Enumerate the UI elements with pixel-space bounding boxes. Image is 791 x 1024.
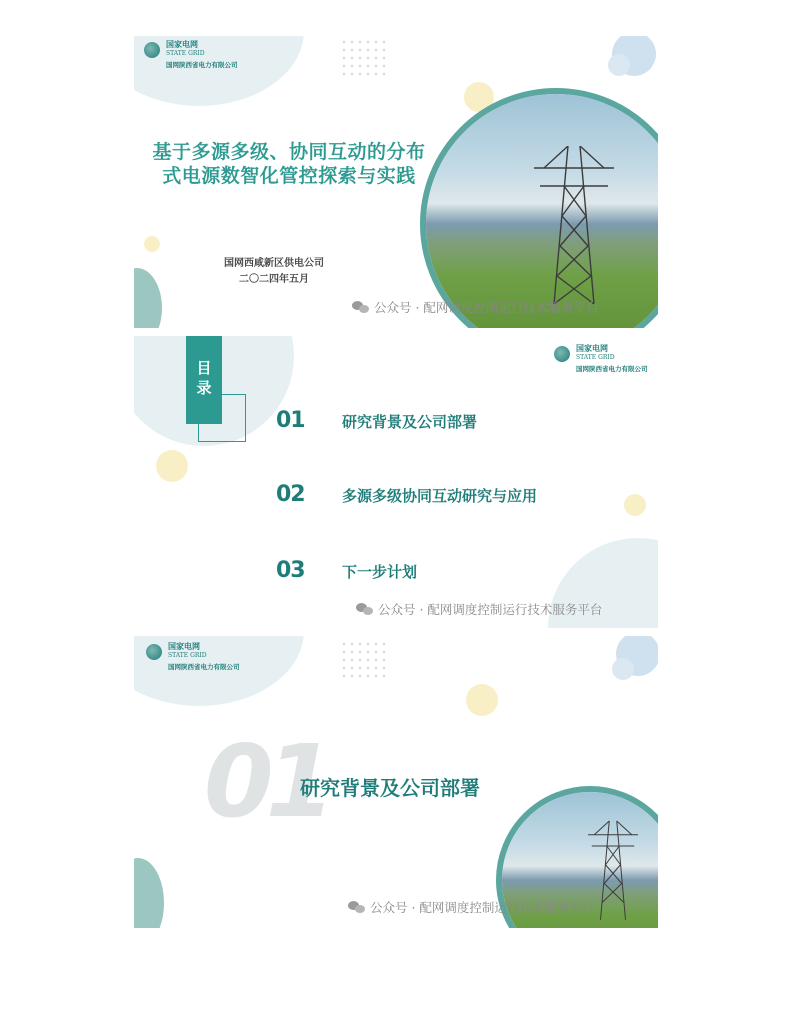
bg-dot [608,54,630,76]
watermark-text: 公众号 · 配网调度控制运行技术服务平台 [374,300,599,315]
brand-name-en: STATE GRID [576,354,615,361]
cover-org-block [194,256,354,288]
power-tower-icon [534,146,614,306]
brand-name-en: STATE GRID [166,50,205,57]
brand-name-cn: 国家电网 [168,642,200,651]
watermark [348,898,594,916]
cover-title [144,140,434,188]
section-slide [134,636,658,928]
toc-label: 目录 [196,359,212,397]
toc-item-text: 多源多级协同互动研究与应用 [342,487,538,505]
state-grid-logo [144,40,238,69]
section-number: 01 [204,723,328,840]
watermark-text: 公众号 · 配网调度控制运行技术服务平台 [378,602,603,617]
state-grid-emblem-icon [146,644,162,660]
company-name: 国网陕西省电力有限公司 [166,61,238,69]
brand-name-cn: 国家电网 [576,344,608,353]
toc-slide [134,336,658,628]
wechat-icon [356,603,373,615]
watermark-text: 公众号 · 配网调度控制运行技术服务平台 [370,900,595,915]
wechat-icon [348,901,365,913]
toc-item-number: 01 [276,408,305,433]
watermark [356,600,602,618]
bg-dot [156,450,188,482]
dot-grid [340,640,390,680]
bg-dot [144,236,160,252]
brand-name-en: STATE GRID [168,652,207,659]
bg-dot [612,658,634,680]
bg-dot [624,494,646,516]
brand-name-cn: 国家电网 [166,40,198,49]
company-name: 国网陕西省电力有限公司 [168,663,240,671]
section-title: 研究背景及公司部署 [300,776,480,800]
state-grid-logo [554,344,648,373]
toc-label-box [186,336,222,424]
bg-blob [134,268,162,328]
toc-item-text: 下一步计划 [342,563,418,581]
dot-grid [340,38,390,78]
state-grid-emblem-icon [554,346,570,362]
cover-org: 国网西咸新区供电公司 [224,258,324,269]
cover-title-line2: 式电源数智化管控探索与实践 [162,165,416,187]
state-grid-logo [146,642,240,671]
cover-slide [134,36,658,328]
bg-dot [466,684,498,716]
power-tower-icon [588,816,638,926]
toc-item-text: 研究背景及公司部署 [342,413,478,431]
cover-date: 二〇二四年五月 [239,274,309,285]
transmission-tower-photo [420,88,658,328]
watermark [352,298,598,316]
state-grid-emblem-icon [144,42,160,58]
bg-blob [134,858,164,928]
company-name: 国网陕西省电力有限公司 [576,365,648,373]
wechat-icon [352,301,369,313]
cover-title-line1: 基于多源多级、协同互动的分布 [152,141,426,163]
toc-item-number: 02 [276,482,305,507]
toc-item-number: 03 [276,558,305,583]
